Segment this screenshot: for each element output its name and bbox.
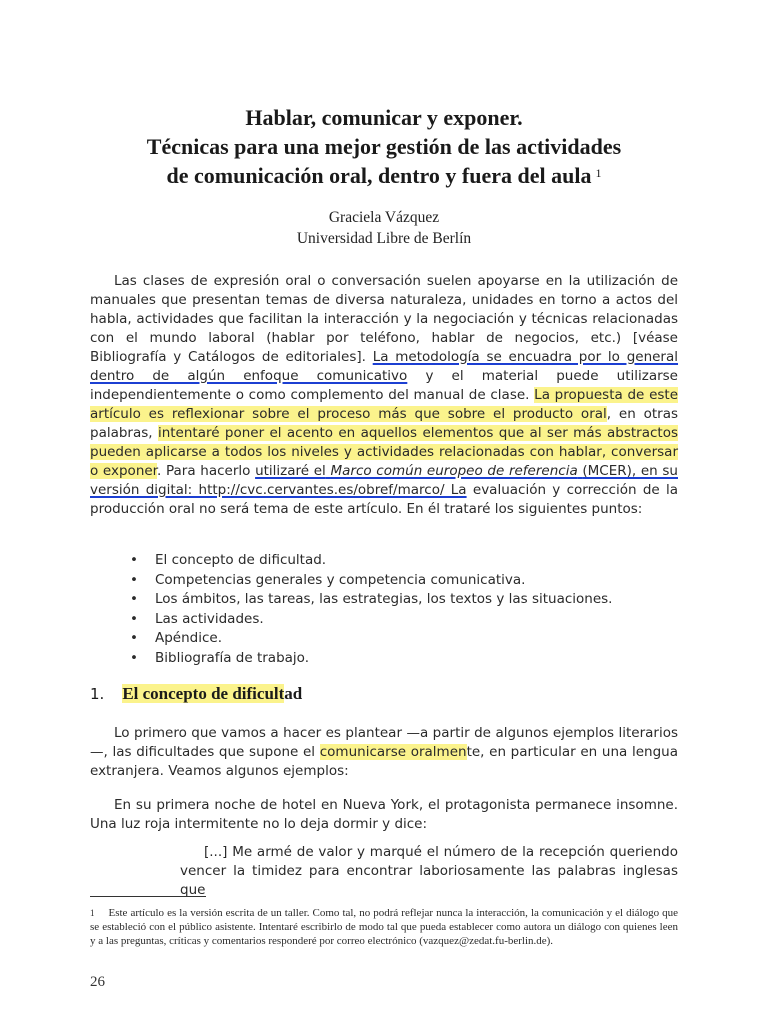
- section-heading: [90, 684, 302, 704]
- footnote: [90, 906, 678, 948]
- list-item: • Las actividades.: [128, 610, 612, 630]
- title-line-1: Hablar, comunicar y exponer.: [245, 105, 523, 130]
- list-item: • Competencias generales y competencia comunicativa.: [128, 571, 612, 591]
- intro-paragraph: [90, 272, 678, 519]
- list-item: • Los ámbitos, las tareas, las estrategias, los textos y las situaciones.: [128, 590, 612, 610]
- intro-sentence-1: Las clases de expresión oral o conversación suelen apoyarse en la utilización de manuales que presentan temas de diversa naturaleza, unidades en torno a actos del habla, actividades que facilitan la interacción y la negociación y técnicas relacionadas con el mundo laboral (hablar por teléfono, hablar de negocios, etc.) [véase Bibliografía y Catálogos de editoriales].: [90, 273, 678, 365]
- section-number: 1.: [90, 685, 105, 703]
- author-name: Graciela Vázquez: [328, 209, 440, 226]
- para-1-highlight: comunicarse oralmen: [319, 744, 467, 760]
- section-title-highlight: El concepto de dificult: [122, 684, 285, 703]
- intro-underlined-1: La metodología se encuadra por lo general dentro de algún enfoque comunicativo: [90, 349, 679, 384]
- footnote-mark: 1: [90, 908, 95, 918]
- para-1-part-a: Lo primero que vamos a hacer es plantear —a partir de algunos ejemplos literarios—, las dificultades que supone el: [90, 725, 678, 760]
- list-item: • Bibliografía de trabajo.: [128, 649, 612, 669]
- intro-sentence-7: . Para hacerlo: [157, 463, 251, 479]
- intro-sentence-5: , en otras palabras,: [90, 406, 678, 441]
- mcer-title: Marco común europeo de referencia: [330, 463, 578, 479]
- section-paragraph-1: [90, 724, 678, 781]
- article-title: [60, 103, 708, 190]
- intro-sentence-11: evaluación y corrección de la producción oral no será tema de este artículo. En él trataré los siguientes puntos:: [90, 482, 679, 517]
- intro-highlight-1: La propuesta de este artículo es reflexionar sobre el proceso más que sobre el producto oral: [90, 387, 679, 422]
- title-line-3-text: de comunicación oral, dentro y fuera del aula: [166, 163, 592, 188]
- intro-sentence-8: utilizaré el: [255, 463, 326, 479]
- block-quote: [...] Me armé de valor y marqué el número de la recepción queriendo vencer la timidez para encontrar laboriosamente las palabras inglesas que: [180, 844, 678, 898]
- topics-list: [128, 551, 612, 668]
- title-line-2: Técnicas para una mejor gestión de las actividades: [146, 134, 622, 159]
- mcer-url[interactable]: (MCER), en su versión digital: http://cvc.cervantes.es/obref/marco/ La: [90, 463, 678, 498]
- section-title-rest: ad: [284, 684, 303, 703]
- author-block: [0, 207, 768, 249]
- section-title: [122, 684, 302, 703]
- footnote-divider: [90, 896, 206, 897]
- list-item: • Apéndice.: [128, 629, 612, 649]
- list-item: • El concepto de dificultad.: [128, 551, 612, 571]
- footnote-text: Este artículo es la versión escrita de un taller. Como tal, no podrá reflejar nunca la interacción, la comunicación y el diálogo que se estableció con el público asistente. Intentaré escribirlo de modo tal que pueda establecer como autora un diálogo con quienes leen y a las preguntas, críticas y comentarios responderé por correo electrónico (vazquez@zedat.fu-berlin.de).: [90, 907, 678, 947]
- para-1-part-b: te, en particular en una lengua extranjera. Veamos algunos ejemplos:: [90, 744, 678, 779]
- author-affiliation: Universidad Libre de Berlín: [296, 230, 472, 247]
- page-number: 26: [90, 974, 105, 990]
- section-paragraph-2: En su primera noche de hotel en Nueva York, el protagonista permanece insomne. Una luz roja intermitente no lo deja dormir y dice:: [90, 797, 678, 832]
- title-line-3: [60, 161, 708, 190]
- title-footnote-ref[interactable]: 1: [595, 166, 602, 180]
- intro-highlight-2: intentaré poner el acento en aquellos elementos que al ser más abstractos pueden aplicarse a todos los niveles y actividades relacionadas con hablar, conversar o exponer: [90, 425, 678, 479]
- intro-sentence-3: y el material puede utilizarse independientemente o como complemento del manual de clase.: [90, 368, 678, 403]
